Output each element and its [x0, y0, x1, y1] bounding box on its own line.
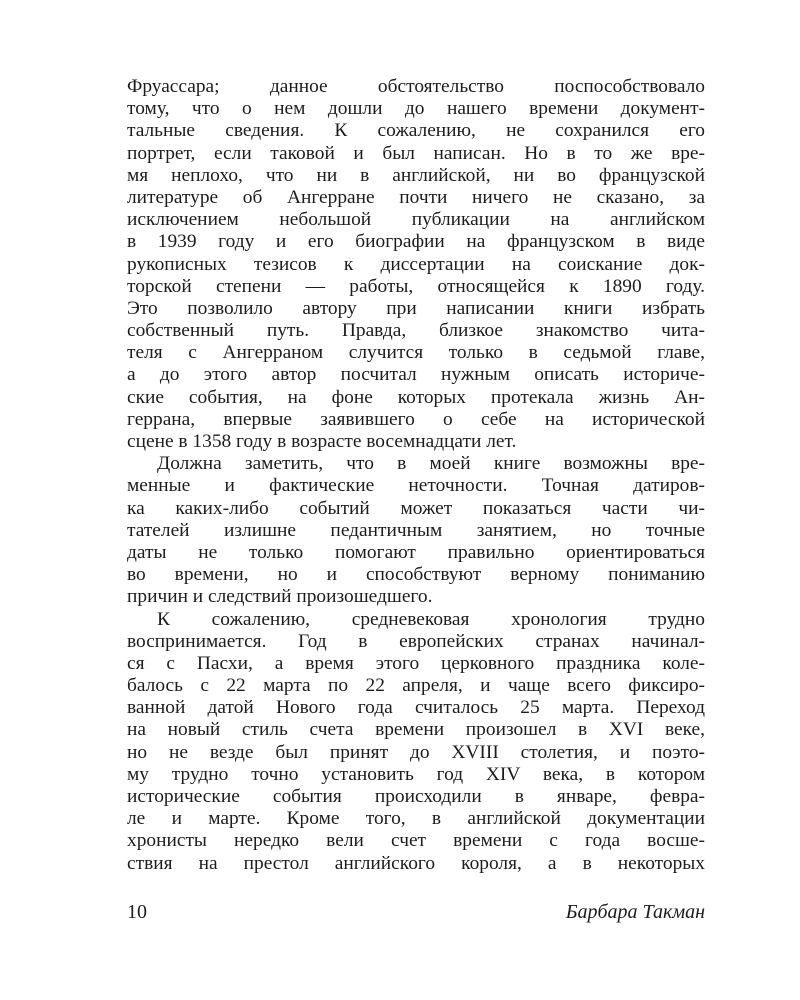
text-line: портрет, если таковой и был написан. Но в то же вре-: [127, 142, 705, 164]
text-line: ся с Пасхи, а время этого церковного праздника коле-: [127, 652, 705, 674]
text-line: ка каких-либо событий может показаться части чи-: [127, 497, 705, 519]
page-number: 10: [127, 901, 147, 923]
text-line: но не везде был принят до XVIII столетия, и поэто-: [127, 741, 705, 763]
text-line: собственный путь. Правда, близкое знакомство чита-: [127, 320, 705, 342]
text-line: хронисты нередко вели счет времени с года восше-: [127, 830, 705, 852]
text-line: причин и следствий произошедшего.: [127, 586, 433, 608]
text-line: К сожалению, средневековая хронология трудно: [157, 608, 705, 630]
text-line: в 1939 году и его биографии на французском в виде: [127, 231, 705, 253]
text-line: ванной датой Нового года считалось 25 марта. Переход: [127, 697, 705, 719]
text-line: исключением небольшой публикации на английском: [127, 209, 705, 231]
text-line: воспринимается. Год в европейских странах начинал-: [127, 630, 705, 652]
text-line: торской степени — работы, относящейся к 1890 году.: [127, 275, 705, 297]
text-line: теля с Ангерраном случится только в седьмой главе,: [127, 342, 705, 364]
text-line: ствия на престол английского короля, а в некоторых: [127, 852, 705, 874]
text-line: тому, что о нем дошли до нашего времени документ-: [127, 98, 705, 120]
text-line: ские события, на фоне которых протекала жизнь Ан-: [127, 386, 705, 408]
running-footer-author: Барбара Такман: [565, 901, 705, 923]
text-line: литературе об Ангерране почти ничего не сказано, за: [127, 186, 705, 208]
text-line: Должна заметить, что в моей книге возможны вре-: [157, 453, 705, 475]
text-line: балось с 22 марта по 22 апреля, и чаще всего фиксиро-: [127, 675, 705, 697]
text-line: на новый стиль счета времени произошел в XVI веке,: [127, 719, 705, 741]
text-line: тальные сведения. К сожалению, не сохранился его: [127, 120, 705, 142]
text-line: мя неплохо, что ни в английской, ни во французской: [127, 164, 705, 186]
text-line: ле и марте. Кроме того, в английской документации: [127, 808, 705, 830]
text-line: во времени, но и способствуют верному пониманию: [127, 564, 705, 586]
text-line: исторические события происходили в январе, февра-: [127, 786, 705, 807]
text-line: геррана, впервые заявившего о себе на исторической: [127, 408, 705, 430]
text-line: даты не только помогают правильно ориентироваться: [127, 541, 705, 563]
text-line: Фруассара; данное обстоятельство поспособствовало: [127, 76, 705, 97]
text-line: менные и фактические неточности. Точная датиров-: [127, 475, 705, 497]
text-line: а до этого автор посчитал нужным описать историче-: [127, 364, 705, 386]
text-line: тателей излишне педантичным занятием, но точные: [127, 519, 705, 541]
text-line: Это позволило автору при написании книги избрать: [127, 297, 705, 319]
text-line: сцене в 1358 году в возрасте восемнадцати лет.: [127, 431, 517, 452]
text-line: му трудно точно установить год XIV века, в котором: [127, 763, 705, 785]
body-text: [127, 76, 705, 875]
text-line: рукописных тезисов к диссертации на соискание док-: [127, 253, 705, 275]
